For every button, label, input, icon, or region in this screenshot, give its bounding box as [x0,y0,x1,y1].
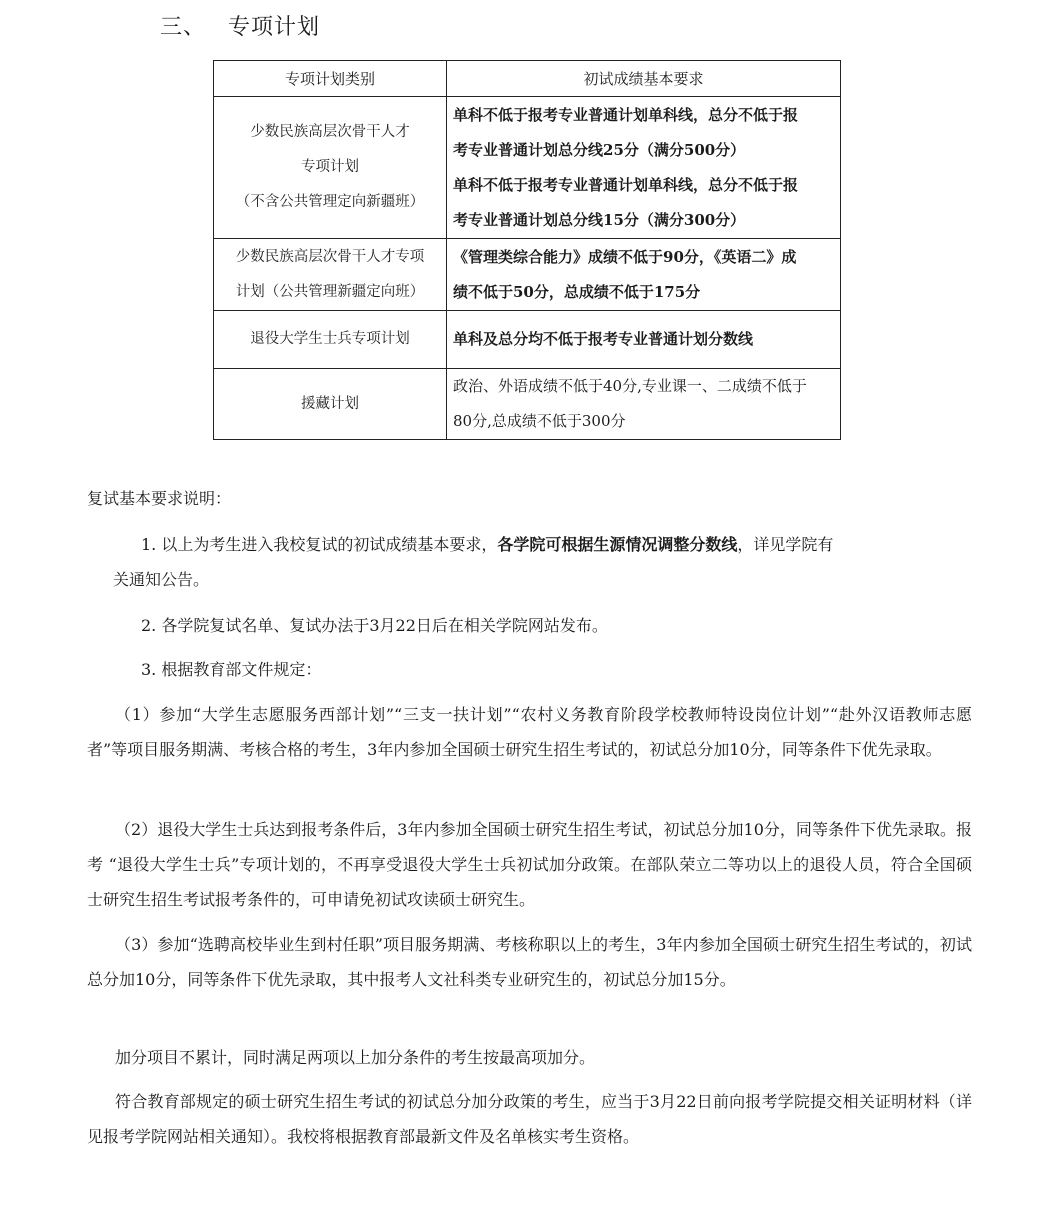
category-line: 少数民族高层次骨干人才专项 [235,248,425,265]
category-line: 少数民族高层次骨干人才 [250,124,410,140]
note-item-1-text: 1. 以上为考生进入我校复试的初试成绩基本要求， [141,535,498,554]
category-line: 计划（公共管理新疆定向班） [235,283,425,300]
table-header-row [214,61,841,97]
sub-item-3: （3）参加“选聘高校毕业生到村任职”项目服务期满、考核称职以上的考生，3年内参加全国硕士研究生招生考试的，初试总分加10分，同等条件下优先录取，其中报考人文社科类专业研究生的，初试总分加15分。 [87,935,972,989]
requirement-line: 单科不低于报考专业普通计划单科线，总分不低于报 [453,175,799,194]
category-line: 退役大学生士兵专项计划 [250,331,410,347]
requirement-cell [447,239,841,311]
requirement-cell [447,97,841,239]
category-line: （不含公共管理定向新疆班） [235,194,425,210]
requirement-line: 考专业普通计划总分线15分（满分300分） [453,210,746,229]
note-item-2: 2. 各学院复试名单、复试办法于3月22日后在相关学院网站发布。 [141,616,608,635]
category-cell [214,311,447,369]
notes-title: 复试基本要求说明： [87,489,232,508]
table-row [214,369,841,440]
section-number: 三、 [160,15,207,40]
table-row [214,239,841,311]
requirement-line: 单科及总分均不低于报考专业普通计划分数线 [453,330,754,348]
category-cell [214,369,447,440]
note-item-3: 3. 根据教育部文件规定： [141,660,322,679]
special-plan-table [213,60,841,440]
category-cell [214,239,447,311]
note-item-1-text-end: ，详见学院有 [737,535,834,554]
requirement-cell [447,311,841,369]
requirement-line: 单科不低于报考专业普通计划单科线，总分不低于报 [453,105,799,124]
requirement-line: 绩不低于50分，总成绩不低于175分 [453,282,701,301]
header-requirement: 初试成绩基本要求 [447,61,841,97]
sub-item-1: （1）参加“大学生志愿服务西部计划”“三支一扶计划”“农村义务教育阶段学校教师特设岗位计划”“赴外汉语教师志愿者”等项目服务期满、考核合格的考生，3年内参加全国硕士研究生招生考试的，初试总分加10分，同等条件下优先录取。 [87,705,972,759]
note-item-1-emphasis: 各学院可根据生源情况调整分数线 [497,535,738,554]
category-line: 援藏计划 [301,395,359,412]
submission-note: 符合教育部规定的硕士研究生招生考试的初试总分加分政策的考生，应当于3月22日前向报考学院提交相关证明材料（详见报考学院网站相关通知）。我校将根据教育部最新文件及名单核实考生资格。 [87,1092,972,1146]
requirement-line: 政治、外语成绩不低于40分,专业课一、二成绩不低于 [453,377,807,395]
header-category: 专项计划类别 [214,61,447,97]
category-line: 专项计划 [301,159,359,175]
table-row [214,311,841,369]
bonus-note: 加分项目不累计，同时满足两项以上加分条件的考生按最高项加分。 [115,1048,596,1067]
category-cell [214,97,447,239]
requirement-line: 80分,总成绩不低于300分 [453,412,626,430]
note-item-1-continued: 关通知公告。 [113,570,210,589]
section-heading [160,10,320,41]
section-title: 专项计划 [228,15,321,40]
sub-item-2: （2）退役大学生士兵达到报考条件后，3年内参加全国硕士研究生招生考试，初试总分加10分，同等条件下优先录取。报考 “退役大学生士兵”专项计划的，不再享受退役大学生士兵初试加分政策。在部队荣立二等功以上的退役人员，符合全国硕士研究生招生考试报考条件的，可申请免初试攻读硕士研究生。 [87,820,972,909]
requirement-cell [447,369,841,440]
note-item-1 [87,527,972,562]
requirement-line: 《管理类综合能力》成绩不低于90分，《英语二》成 [453,247,797,266]
table-row [214,97,841,239]
requirement-line: 考专业普通计划总分线25分（满分500分） [453,140,746,159]
